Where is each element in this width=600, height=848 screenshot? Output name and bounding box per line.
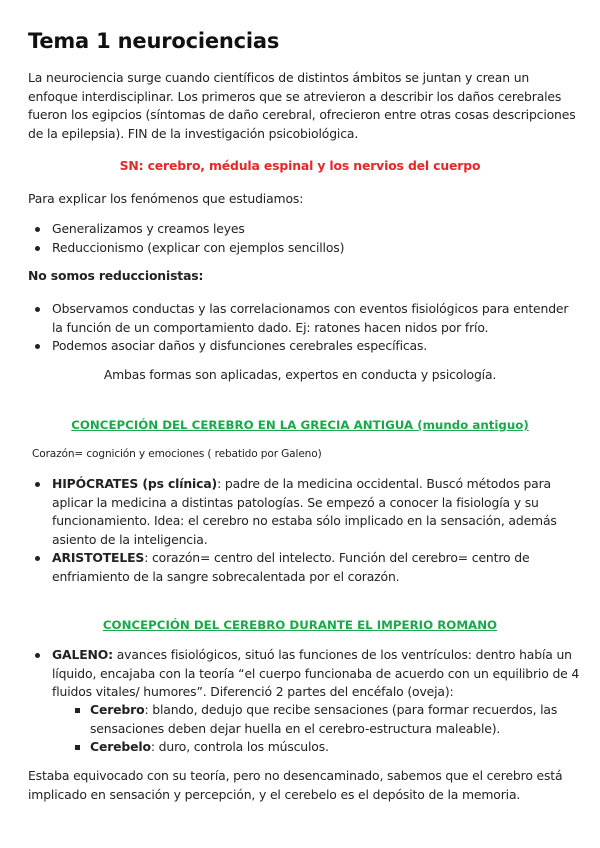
list-item: ARISTOTELES: corazón= centro del intelecto. Función del cerebro= centro de enfriamiento de la sangre sobrecalentada por el corazón. xyxy=(28,549,580,586)
no-reduc-list xyxy=(28,300,580,356)
rome-heading: CONCEPCIÓN DEL CEREBRO DURANTE EL IMPERIO ROMANO xyxy=(102,618,498,632)
sn-definition: SN: cerebro, médula espinal y los nervios del cuerpo xyxy=(119,158,481,173)
greece-heading: CONCEPCIÓN DEL CEREBRO EN LA GRECIA ANTIGUA (mundo antiguo) xyxy=(71,418,529,432)
list-item: HIPÓCRATES (ps clínica): padre de la medicina occidental. Buscó métodos para aplicar la medicina a distintas patologías. Se empezó a conocer la fisiología y su funcionamiento. Idea: el cerebro no estaba sólo implicado en la sensación, además asiento de la inteligencia. xyxy=(28,475,580,549)
page-title: Tema 1 neurociencias xyxy=(28,29,280,53)
list-item: Observamos conductas y las correlacionamos con eventos fisiológicos para entender la función de un comportamiento dado. Ej: ratones hacen nidos por frío. xyxy=(28,300,580,337)
square-bullet-icon xyxy=(75,745,80,750)
explain-intro: Para explicar los fenómenos que estudiamos: xyxy=(28,191,304,206)
intro-paragraph: La neurociencia surge cuando científicos de distintos ámbitos se juntan y crean un enfoque interdisciplinar. Los primeros que se atrevieron a describir los daños cerebrales fueron los egipcios (síntomas de daño cerebral, ofrecieron entre otras cosas descripciones de la epilepsia). FIN de la investigación psicobiológica. xyxy=(28,70,576,141)
square-bullet-icon xyxy=(75,708,80,713)
bullet-icon xyxy=(35,653,40,658)
both-forms-note: Ambas formas son aplicadas, expertos en conducta y psicología. xyxy=(103,367,497,382)
list-item: Generalizamos y creamos leyes xyxy=(28,220,580,239)
bullet-icon xyxy=(35,227,40,232)
explain-list xyxy=(28,220,580,257)
list-item: Podemos asociar daños y disfunciones cerebrales específicas. xyxy=(28,337,580,356)
list-item: GALENO: avances fisiológicos, situó las funciones de los ventrículos: dentro había un líquido, encajaba con la teoría “el cuerpo funcionaba de acuerdo con un equilibrio de 4 fluidos vitales/ humores”. Diferenció 2 partes del encéfalo (oveja): xyxy=(28,646,580,702)
list-item: Reduccionismo (explicar con ejemplos sencillos) xyxy=(28,239,580,258)
greece-list xyxy=(28,475,580,587)
bullet-icon xyxy=(35,482,40,487)
bullet-icon xyxy=(35,307,40,312)
no-reduc-heading: No somos reduccionistas: xyxy=(28,268,204,283)
heart-note: Corazón= cognición y emociones ( rebatido por Galeno) xyxy=(32,448,322,460)
bullet-icon xyxy=(35,246,40,251)
bullet-icon xyxy=(35,344,40,349)
list-item: Cerebelo: duro, controla los músculos. xyxy=(72,738,580,757)
rome-list xyxy=(28,646,580,702)
list-item: Cerebro: blando, dedujo que recibe sensaciones (para formar recuerdos, las sensaciones deben dejar huella en el cerebro-estructura maleable). xyxy=(72,701,580,738)
galeno-sub-list xyxy=(72,701,580,757)
bullet-icon xyxy=(35,556,40,561)
conclusion-paragraph: Estaba equivocado con su teoría, pero no desencaminado, sabemos que el cerebro está implicado en sensación y percepción, y el cerebelo es el depósito de la memoria. xyxy=(28,768,563,802)
